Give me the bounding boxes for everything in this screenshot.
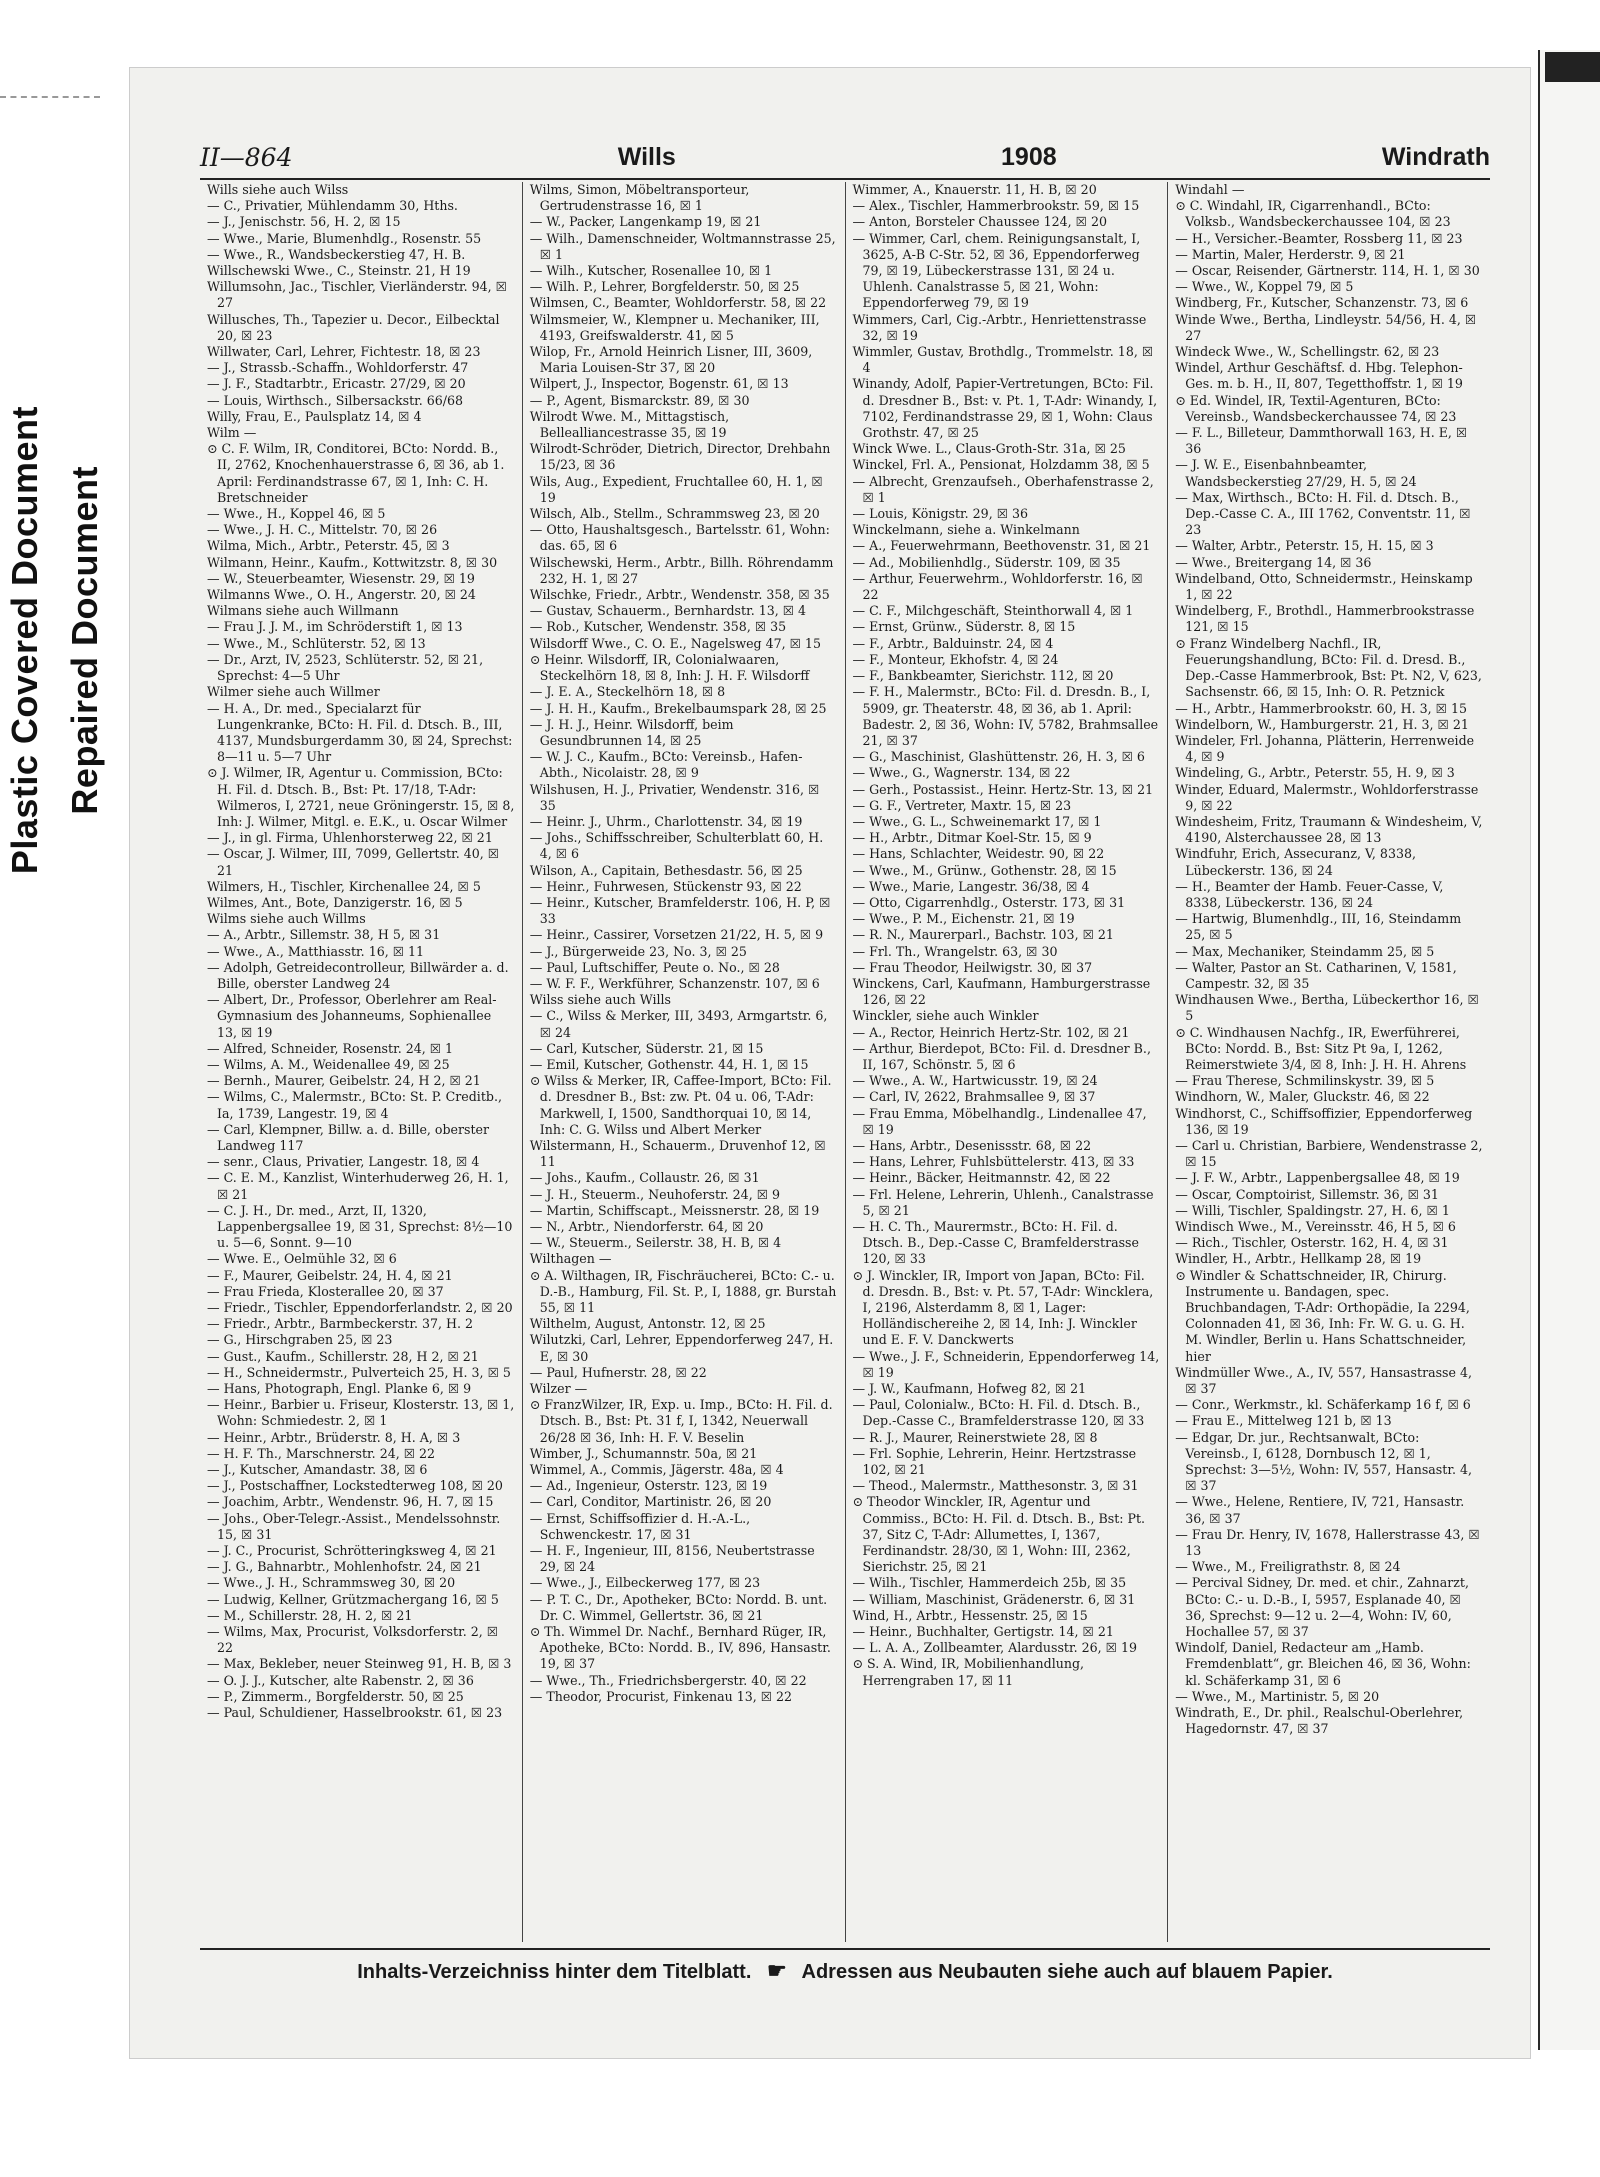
directory-entry: — Hans, Arbtr., Desenissstr. 68, ☒ 22 <box>852 1137 1092 1153</box>
directory-entry: — Carl, Conditor, Martinistr. 26, ☒ 20 <box>529 1494 772 1510</box>
directory-entry: — R. J., Maurer, Reinerstwiete 28, ☒ 8 <box>852 1429 1098 1445</box>
directory-entry: — J., Strassb.-Schaffn., Wohldorferstr. 47 <box>207 360 469 376</box>
directory-entry: — Wilms, Max, Procurist, Volksdorferstr. 2, ☒ 22 <box>207 1624 499 1656</box>
directory-entry: — Adolph, Getreidecontrolleur, Billwärder a. d. Bille, oberster Landweg 24 <box>207 959 509 991</box>
directory-entry: — J. H., Steuerm., Neuhoferstr. 24, ☒ 9 <box>529 1186 781 1202</box>
directory-entry: — Heinr., Fuhrwesen, Stückenstr 93, ☒ 22 <box>529 878 802 894</box>
directory-entry: — Heinr. J., Uhrm., Charlottenstr. 34, ☒ 19 <box>529 813 803 829</box>
directory-entry: Willusches, Th., Tapezier u. Decor., Eilbecktal 20, ☒ 23 <box>207 311 500 343</box>
directory-entry: Windhorst, C., Schiffsoffizier, Eppendorferweg 136, ☒ 19 <box>1175 1105 1473 1137</box>
directory-entry: — G., Maschinist, Glashüttenstr. 26, H. 3, ☒ 6 <box>852 749 1145 765</box>
directory-entry: — H. F., Ingenieur, III, 8156, Neubertstrasse 29, ☒ 24 <box>529 1543 815 1575</box>
directory-entry: Winck Wwe. L., Claus-Groth-Str. 31a, ☒ 25 <box>852 441 1126 457</box>
page-number: II—864 <box>200 143 293 172</box>
directory-entry: — Frau E., Mittelweg 121 b, ☒ 13 <box>1175 1413 1392 1429</box>
directory-entry: — Paul, Schuldiener, Hasselbrookstr. 61, ☒ 23 <box>207 1705 503 1721</box>
directory-entry: Wilop, Fr., Arnold Heinrich Lisner, III, 3609, Maria Louisen-Str 37, ☒ 20 <box>529 344 813 376</box>
directory-entry: — P., Zimmerm., Borgfelderstr. 50, ☒ 25 <box>207 1688 464 1704</box>
directory-entry: — J., Bürgerweide 23, No. 3, ☒ 25 <box>529 943 747 959</box>
directory-entry: — Paul, Colonialw., BCto: H. Fil. d. Dtsch. B., Dep.-Casse C., Bramfelderstrasse 120, ☒ 33 <box>852 1397 1145 1429</box>
directory-entry: Wimmler, Gustav, Brothdlg., Trommelstr. 18, ☒ 4 <box>852 344 1154 376</box>
directory-entry: — Conr., Werkmstr., kl. Schäferkamp 16 f, ☒ 6 <box>1175 1397 1471 1413</box>
directory-entry: — F., Arbtr., Balduinstr. 24, ☒ 4 <box>852 635 1054 651</box>
directory-entry: — F., Bankbeamter, Sierichstr. 112, ☒ 20 <box>852 668 1114 684</box>
directory-entry: ⊙ C. F. Wilm, IR, Conditorei, BCto: Nordd. B., II, 2762, Knochenhauerstrasse 6, ☒ 36, ab 1. April: Ferdinandstrasse 67, ☒ 1, Inh: C. H. Bretschneider <box>207 441 505 505</box>
directory-entry: ⊙ A. Wilthagen, IR, Fischräucherei, BCto: C.- u. D.-B., Hamburg, Fil. St. P., I, 1888, gr. Burstah 55, ☒ 11 <box>529 1267 837 1316</box>
directory-entry: Wimmer, A., Knauerstr. 11, H. B, ☒ 20 <box>852 182 1097 197</box>
directory-entry: — J. H. J., Heinr. Wilsdorff, beim Gesundbrunnen 14, ☒ 25 <box>529 716 734 748</box>
directory-entry: — Albert, Dr., Professor, Oberlehrer am Real-Gymnasium des Johanneums, Sophienallee 13, ☒ 19 <box>207 992 497 1040</box>
directory-entry: — Max, Wirthsch., BCto: H. Fil. d. Dtsch. B., Dep.-Casse C. A., III 1762, Conventstr. 11, ☒ 23 <box>1175 489 1471 538</box>
directory-entry: — Oscar, J. Wilmer, III, 7099, Gellertstr. 40, ☒ 21 <box>207 846 500 878</box>
directory-entry: — Willi, Tischler, Spaldingstr. 27, H. 6, ☒ 1 <box>1175 1202 1450 1218</box>
directory-entry: Windolf, Daniel, Redacteur am „Hamb. Fremdenblatt“, gr. Bleichen 46, ☒ 36, Wohn: kl. Schäferkamp 31, ☒ 6 <box>1175 1640 1471 1688</box>
directory-entry: — Louis, Wirthsch., Silbersackstr. 66/68 <box>207 392 464 408</box>
directory-entry: — H. C. Th., Maurermstr., BCto: H. Fil. d. Dtsch. B., Dep.-Casse C, Bramfelderstrasse 120, ☒ 33 <box>852 1219 1139 1267</box>
directory-entry: — J., Postschaffner, Lockstedterweg 108, ☒ 20 <box>207 1478 503 1494</box>
directory-entry: Wilshusen, H. J., Privatier, Wendenstr. 316, ☒ 35 <box>529 781 820 813</box>
directory-entry: Wills siehe auch Wilss <box>207 182 349 197</box>
directory-entry: — F. L., Billeteur, Dammthorwall 163, H. E, ☒ 36 <box>1175 425 1468 457</box>
directory-entry: — Bernh., Maurer, Geibelstr. 24, H 2, ☒ 21 <box>207 1073 481 1089</box>
directory-entry: Windmüller Wwe., A., IV, 557, Hansastrasse 4, ☒ 37 <box>1175 1364 1472 1397</box>
directory-entry: — F., Maurer, Geibelstr. 24, H. 4, ☒ 21 <box>207 1267 453 1283</box>
header-year: 1908 <box>1001 143 1057 171</box>
directory-entry: — Alex., Tischler, Hammerbrookstr. 59, ☒ 15 <box>852 198 1140 214</box>
directory-entry: Windfuhr, Erich, Assecuranz, V, 8338, Lübeckerstr. 136, ☒ 24 <box>1175 846 1416 878</box>
directory-entry: Wilm — <box>207 425 257 441</box>
directory-entry: Wilsdorff Wwe., C. O. E., Nagelsweg 47, ☒ 15 <box>529 635 821 651</box>
directory-entry: Wimmel, A., Commis, Jägerstr. 48a, ☒ 4 <box>529 1462 784 1478</box>
side-label-plastic: Plastic Covered Document <box>4 405 45 875</box>
directory-entry: — Heinr., Barbier u. Friseur, Klosterstr. 13, ☒ 1, Wohn: Schmiedestr. 2, ☒ 1 <box>207 1397 515 1429</box>
directory-entry: — Wilh., Kutscher, Rosenallee 10, ☒ 1 <box>529 263 773 279</box>
directory-entry: — Gust., Kaufm., Schillerstr. 28, H 2, ☒ 21 <box>207 1348 479 1364</box>
directory-entry: Windel, Arthur Geschäftsf. d. Hbg. Telephon-Ges. m. b. H., II, 807, Tegetthoffstr. 1, ☒ 19 <box>1175 360 1463 392</box>
directory-columns <box>200 182 1490 1942</box>
directory-entry: Wilstermann, H., Schauerm., Druvenhof 12, ☒ 11 <box>529 1137 826 1170</box>
footer-right-text: Adressen aus Neubauten siehe auch auf blauem Papier. <box>801 1961 1333 1983</box>
directory-entry: Windhausen Wwe., Bertha, Lübeckerthor 16, ☒ 5 <box>1175 992 1479 1024</box>
directory-entry: — W. J. C., Kaufm., BCto: Vereinsb., Hafen-Abth., Nicolaistr. 28, ☒ 9 <box>529 749 803 781</box>
directory-entry: — William, Maschinist, Grädenerstr. 6, ☒ 31 <box>852 1591 1136 1607</box>
directory-entry: — W., Packer, Langenkamp 19, ☒ 21 <box>529 214 762 230</box>
directory-entry: — A., Rector, Heinrich Hertz-Str. 102, ☒ 21 <box>852 1024 1130 1040</box>
side-labels <box>0 120 110 1160</box>
directory-entry: — Ad., Mobilienhdlg., Süderstr. 109, ☒ 35 <box>852 554 1121 570</box>
directory-entry: — Rob., Kutscher, Wendenstr. 358, ☒ 35 <box>529 619 787 635</box>
directory-entry: Windisch Wwe., M., Vereinsstr. 46, H 5, ☒ 6 <box>1175 1219 1456 1234</box>
directory-entry: ⊙ Theodor Winckler, IR, Agentur und Commiss., BCto: H. Fil. d. Dtsch. B., Bst: Pt. 37, Sitz C, T-Adr: Allumettes, I, 1367, Ferdinandstr. 28/30, ☒ 1, Wohn: III, 2362, Sierichstr. 25, ☒ 21 <box>852 1494 1146 1575</box>
directory-entry: — Gustav, Schauerm., Bernhardstr. 13, ☒ 4 <box>529 603 807 619</box>
directory-entry: — Carl u. Christian, Barbiere, Wendenstrasse 2, ☒ 15 <box>1175 1137 1483 1170</box>
next-page-edge <box>1538 50 1600 2050</box>
directory-entry: Windelband, Otto, Schneidermstr., Heinskamp 1, ☒ 22 <box>1175 570 1473 603</box>
directory-entry: ⊙ Heinr. Wilsdorff, IR, Colonialwaaren, Steckelhörn 18, ☒ 8, Inh: J. H. F. Wilsdorff <box>529 651 810 684</box>
directory-entry: — Heinr., Buchhalter, Gertigstr. 14, ☒ 21 <box>852 1624 1114 1640</box>
directory-entry: Wilschke, Friedr., Arbtr., Wendenstr. 358, ☒ 35 <box>529 587 830 603</box>
directory-entry: ⊙ C. Windahl, IR, Cigarrenhandl., BCto: Volksb., Wandsbeckerchaussee 104, ☒ 23 <box>1175 198 1451 230</box>
directory-entry: — Wwe., G., Wagnerstr. 134, ☒ 22 <box>852 765 1071 781</box>
directory-entry: Wilmes, Ant., Bote, Danzigerstr. 16, ☒ 5 <box>207 894 463 910</box>
directory-entry: — C. F., Milchgeschäft, Steinthorwall 4, ☒ 1 <box>852 603 1134 619</box>
directory-entry: Windahl — <box>1175 182 1245 197</box>
directory-entry: — Wwe., G. L., Schweinemarkt 17, ☒ 1 <box>852 813 1102 829</box>
directory-entry: — Wwe., R., Wandsbeckerstieg 47, H. B. <box>207 246 466 262</box>
directory-entry: — Wwe., J. H. C., Mittelstr. 70, ☒ 26 <box>207 522 438 538</box>
directory-entry: — Oscar, Reisender, Gärtnerstr. 114, H. 1, ☒ 30 <box>1175 263 1480 279</box>
directory-entry: — Louis, Königstr. 29, ☒ 36 <box>852 506 1029 522</box>
directory-entry: ⊙ J. Wilmer, IR, Agentur u. Commission, BCto: H. Fil. d. Dtsch. B., Bst: Pt. 17/18, T-Adr: Wilmeros, I, 2721, neue Gröningerstr. 15, ☒ 8, Inh: J. Wilmer, Mitgl. e. E.K., u. Oscar Wilmer <box>207 765 515 829</box>
directory-entry: — Frau Frieda, Klosterallee 20, ☒ 37 <box>207 1283 444 1299</box>
directory-entry: — Frau Emma, Möbelhandlg., Lindenallee 47, ☒ 19 <box>852 1105 1147 1137</box>
directory-entry: — Theod., Malermstr., Matthesonstr. 3, ☒ 31 <box>852 1478 1139 1494</box>
directory-entry: — Wwe., Helene, Rentiere, IV, 721, Hansastr. 36, ☒ 37 <box>1175 1494 1465 1526</box>
directory-entry: — Frau Therese, Schmilinskystr. 39, ☒ 5 <box>1175 1073 1435 1089</box>
directory-entry: — R. N., Maurerparl., Bachstr. 103, ☒ 21 <box>852 927 1114 943</box>
directory-entry: — Hartwig, Blumenhdlg., III, 16, Steindamm 25, ☒ 5 <box>1175 911 1462 943</box>
directory-entry: — J., Jenischstr. 56, H. 2, ☒ 15 <box>207 214 401 230</box>
directory-entry: — H. A., Dr. med., Specialarzt für Lungenkranke, BCto: H. Fil. d. Dtsch. B., III, 4137, Mundsburgerdamm 30, ☒ 24, Sprechst: 8—11 u. 5—7 Uhr <box>207 700 513 765</box>
scanned-page <box>130 68 1530 2058</box>
directory-entry: — Carl, Kutscher, Süderstr. 21, ☒ 15 <box>529 1040 764 1056</box>
directory-entry: — Frl. Sophie, Lehrerin, Heinr. Hertzstrasse 102, ☒ 21 <box>852 1445 1137 1478</box>
directory-entry: Wils, Aug., Expedient, Fruchtallee 60, H. 1, ☒ 19 <box>529 473 823 505</box>
directory-entry: — Wwe., J., Eilbeckerweg 177, ☒ 23 <box>529 1575 761 1591</box>
directory-entry: Willschewski Wwe., C., Steinstr. 21, H 19 <box>207 263 471 279</box>
directory-entry: — H., Schneidermstr., Pulverteich 25, H. 3, ☒ 5 <box>207 1364 511 1380</box>
directory-entry: Wilrodt Wwe. M., Mittagstisch, Bellealliancestrasse 35, ☒ 19 <box>529 408 730 441</box>
directory-entry: — Albrecht, Grenzaufseh., Oberhafenstrasse 2, ☒ 1 <box>852 473 1154 505</box>
directory-entry: — Carl, Klempner, Billw. a. d. Bille, oberster Landweg 117 <box>207 1121 490 1153</box>
directory-entry: Wimber, J., Schumannstr. 50a, ☒ 21 <box>529 1445 758 1461</box>
directory-entry: — P. T. C., Dr., Apotheker, BCto: Nordd. B. unt. Dr. C. Wimmel, Gellertstr. 36, ☒ 21 <box>529 1591 828 1623</box>
directory-entry: — W., Steuerbeamter, Wiesenstr. 29, ☒ 19 <box>207 570 475 586</box>
directory-entry: — Wwe., Th., Friedrichsbergerstr. 40, ☒ 22 <box>529 1672 807 1688</box>
directory-entry: Windesheim, Fritz, Traumann & Windesheim, V, 4190, Alsterchaussee 28, ☒ 13 <box>1175 813 1483 846</box>
directory-entry: Willy, Frau, E., Paulsplatz 14, ☒ 4 <box>207 408 422 424</box>
directory-entry: Winckler, siehe auch Winkler <box>852 1008 1039 1024</box>
directory-entry: — J. G., Bahnarbtr., Mohlenhofstr. 24, ☒ 21 <box>207 1559 482 1575</box>
directory-entry: ⊙ Th. Wimmel Dr. Nachf., Bernhard Rüger, IR, Apotheke, BCto: Nordd. B., IV, 896, Hansastr. 19, ☒ 37 <box>529 1624 831 1672</box>
directory-entry: — Martin, Maler, Herderstr. 9, ☒ 21 <box>1175 246 1406 262</box>
directory-entry: — N., Arbtr., Niendorferstr. 64, ☒ 20 <box>529 1219 764 1234</box>
directory-entry: — Heinr., Arbtr., Brüderstr. 8, H. A, ☒ 3 <box>207 1429 461 1445</box>
header-right-word: Windrath <box>1381 143 1490 171</box>
directory-entry: — L. A. A., Zollbeamter, Alardusstr. 26, ☒ 19 <box>852 1640 1137 1656</box>
directory-entry: — Wwe., M., Schlüterstr. 52, ☒ 13 <box>207 635 426 651</box>
directory-entry: — Wimmer, Carl, chem. Reinigungsanstalt, I, 3625, A-B C-Str. 52, ☒ 36, Eppendorferweg 79, ☒ 19, Lübeckerstrasse 131, ☒ 24 u. Uhlenh. Canalstrasse 5, ☒ 21, Wohn: Eppendorferweg 79, ☒ 19 <box>852 230 1141 311</box>
directory-entry: — Wwe., J. H., Schrammsweg 30, ☒ 20 <box>207 1575 456 1591</box>
directory-entry: Willwater, Carl, Lehrer, Fichtestr. 18, ☒ 23 <box>207 344 481 360</box>
directory-entry: — Johs., Ober-Telegr.-Assist., Mendelssohnstr. 15, ☒ 31 <box>207 1510 501 1542</box>
directory-entry: — Wwe., M., Freiligrathstr. 8, ☒ 24 <box>1175 1559 1401 1575</box>
directory-entry: — Carl, IV, 2622, Brahmsallee 9, ☒ 37 <box>852 1089 1096 1105</box>
directory-entry: — Wilh., Tischler, Hammerdeich 25b, ☒ 35 <box>852 1575 1127 1591</box>
directory-entry: — F. H., Malermstr., BCto: Fil. d. Dresdn. B., I, 5909, gr. Theaterstr. 48, ☒ 36, ab 1. April: Badestr. 2, ☒ 36, Wohn: IV, 5782, Brahmsallee 21, ☒ 37 <box>852 684 1159 748</box>
directory-entry: — F., Monteur, Ekhofstr. 4, ☒ 24 <box>852 651 1059 667</box>
directory-entry: — Wwe., M., Martinistr. 5, ☒ 20 <box>1175 1688 1380 1704</box>
directory-entry: — H., Arbtr., Hammerbrookstr. 60, H. 3, ☒ 15 <box>1175 700 1467 716</box>
directory-entry: — J., Kutscher, Amandastr. 38, ☒ 6 <box>207 1462 428 1478</box>
directory-entry: — O. J. J., Kutscher, alte Rabenstr. 2, ☒ 36 <box>207 1672 474 1688</box>
directory-entry: — C., Wilss & Merker, III, 3493, Armgartstr. 6, ☒ 24 <box>529 1008 828 1040</box>
directory-entry: Winandy, Adolf, Papier-Vertretungen, BCto: Fil. d. Dresdner B., Bst: v. Pt. 1, T-Adr: Winandy, I, 7102, Ferdinandstrasse 29, ☒ 1, Wohn: Claus Grothstr. 47, ☒ 25 <box>852 376 1158 441</box>
directory-entry: — Paul, Luftschiffer, Peute o. No., ☒ 28 <box>529 959 780 975</box>
directory-entry: — Wwe., P. M., Eichenstr. 21, ☒ 19 <box>852 911 1075 927</box>
directory-entry: — Wwe. E., Oelmühle 32, ☒ 6 <box>207 1251 397 1267</box>
directory-entry: — Walter, Arbtr., Peterstr. 15, H. 15, ☒ 3 <box>1175 538 1434 554</box>
directory-entry: ⊙ J. Winckler, IR, Import von Japan, BCto: Fil. d. Dresdn. B., Bst: v. Pt. 57, T-Adr: Wincklera, I, 2196, Alsterdamm 8, ☒ 1, Lager: Holländischereihe 2, ☒ 14, Inh: J. Winckler und E. F. V. Danckwerts <box>852 1267 1154 1348</box>
pointing-hand-icon: ☛ <box>766 1958 787 1983</box>
directory-entry: — J. F., Stadtarbtr., Ericastr. 27/29, ☒ 20 <box>207 376 466 392</box>
directory-entry: — H., Beamter der Hamb. Feuer-Casse, V, 8338, Lübeckerstr. 136, ☒ 24 <box>1175 878 1444 910</box>
directory-entry: — Wwe., J. F., Schneiderin, Eppendorferweg 14, ☒ 19 <box>852 1348 1160 1380</box>
directory-entry: — Frau Theodor, Heilwigstr. 30, ☒ 37 <box>852 959 1093 975</box>
directory-entry: Windelberg, F., Brothdl., Hammerbrookstrasse 121, ☒ 15 <box>1175 603 1475 635</box>
directory-entry: Wilthelm, August, Antonstr. 12, ☒ 25 <box>529 1316 766 1332</box>
directory-entry: — Edgar, Dr. jur., Rechtsanwalt, BCto: Vereinsb., I, 6128, Dornbusch 12, ☒ 1, Sprechst: 3—5½, Wohn: IV, 557, Hansastr. 4, ☒ 37 <box>1175 1429 1472 1494</box>
directory-entry: — Gerh., Postassist., Heinr. Hertz-Str. 13, ☒ 21 <box>852 781 1154 797</box>
directory-entry: Wilschewski, Herm., Arbtr., Billh. Röhrendamm 232, H. 1, ☒ 27 <box>529 554 834 586</box>
directory-entry: Wilss siehe auch Wills <box>529 992 672 1008</box>
directory-entry: Winder, Eduard, Malermstr., Wohldorferstrasse 9, ☒ 22 <box>1175 781 1479 813</box>
directory-entry: — Friedr., Tischler, Eppendorferlandstr. 2, ☒ 20 <box>207 1300 513 1316</box>
directory-entry: — Paul, Hufnerstr. 28, ☒ 22 <box>529 1364 707 1380</box>
directory-entry: — Wwe., Marie, Blumenhdlg., Rosenstr. 55 <box>207 230 482 246</box>
directory-entry: Wilmers, H., Tischler, Kirchenallee 24, ☒ 5 <box>207 878 481 894</box>
directory-entry: — J. W., Kaufmann, Hofweg 82, ☒ 21 <box>852 1381 1087 1397</box>
directory-entry: Winckens, Carl, Kaufmann, Hamburgerstrasse 126, ☒ 22 <box>852 975 1151 1008</box>
directory-entry: — Wilms, A. M., Weidenallee 49, ☒ 25 <box>207 1056 450 1072</box>
directory-entry: — Anton, Borsteler Chaussee 124, ☒ 20 <box>852 214 1107 230</box>
directory-entry: — Wwe., Marie, Langestr. 36/38, ☒ 4 <box>852 878 1090 894</box>
directory-entry: Wilsch, Alb., Stellm., Schrammsweg 23, ☒ 20 <box>529 506 820 522</box>
directory-entry: — Hans, Photograph, Engl. Planke 6, ☒ 9 <box>207 1381 472 1397</box>
directory-entry: — Wwe., A. W., Hartwicusstr. 19, ☒ 24 <box>852 1073 1098 1089</box>
directory-entry: — G., Hirschgraben 25, ☒ 23 <box>207 1332 393 1348</box>
directory-entry: — Otto, Cigarrenhdlg., Osterstr. 173, ☒ 31 <box>852 894 1126 910</box>
directory-entry: — Wwe., A., Matthiasstr. 16, ☒ 11 <box>207 943 425 959</box>
directory-entry: Wilmanns Wwe., O. H., Angerstr. 20, ☒ 24 <box>207 587 476 603</box>
directory-entry: — W., Steuerm., Seilerstr. 38, H. B, ☒ 4 <box>529 1235 782 1251</box>
directory-entry: — C. E. M., Kanzlist, Winterhuderweg 26, H. 1, ☒ 21 <box>207 1170 509 1202</box>
directory-entry: — Joachim, Arbtr., Wendenstr. 96, H. 7, ☒ 15 <box>207 1494 494 1510</box>
directory-entry: — Wwe., W., Koppel 79, ☒ 5 <box>1175 279 1354 295</box>
directory-column-4 <box>1168 182 1490 1942</box>
directory-entry: — J. F. W., Arbtr., Lappenbergsallee 48, ☒ 19 <box>1175 1170 1460 1186</box>
directory-entry: — C. J. H., Dr. med., Arzt, II, 1320, Lappenbergsallee 19, ☒ 31, Sprechst: 8½—10 u. 5—6, Sonnt. 9—10 <box>207 1202 513 1251</box>
directory-entry: — Martin, Schiffscapt., Meissnerstr. 28, ☒ 19 <box>529 1202 820 1218</box>
directory-entry: — J. E. A., Steckelhörn 18, ☒ 8 <box>529 684 726 700</box>
directory-entry: — Wilms, C., Malermstr., BCto: St. P. Creditb., Ia, 1739, Langestr. 19, ☒ 4 <box>207 1089 502 1121</box>
directory-entry: — Theodor, Procurist, Finkenau 13, ☒ 22 <box>529 1688 793 1704</box>
directory-entry: — Ad., Ingenieur, Osterstr. 123, ☒ 19 <box>529 1478 768 1494</box>
directory-entry: Wilson, A., Capitain, Bethesdastr. 56, ☒ 25 <box>529 862 803 878</box>
directory-entry: Windler, H., Arbtr., Hellkamp 28, ☒ 19 <box>1175 1251 1422 1267</box>
directory-entry: Winde Wwe., Bertha, Lindleystr. 54/56, H. 4, ☒ 27 <box>1175 311 1477 343</box>
directory-entry: ⊙ S. A. Wind, IR, Mobilienhandlung, Herrengraben 17, ☒ 11 <box>852 1656 1085 1688</box>
directory-entry: — Frl. Helene, Lehrerin, Uhlenh., Canalstrasse 5, ☒ 21 <box>852 1186 1154 1218</box>
directory-entry: — Heinr., Cassirer, Vorsetzen 21/22, H. 5, ☒ 9 <box>529 927 824 943</box>
directory-entry: — Friedr., Arbtr., Barmbeckerstr. 37, H. 2 <box>207 1316 474 1332</box>
directory-entry: — Wilh. P., Lehrer, Borgfelderstr. 50, ☒ 25 <box>529 279 800 295</box>
directory-entry: — Otto, Haushaltsgesch., Bartelsstr. 61, Wohn: das. 65, ☒ 6 <box>529 522 830 554</box>
directory-entry: — C., Privatier, Mühlendamm 30, Hths. <box>207 198 458 214</box>
directory-entry: Windeck Wwe., W., Schellingstr. 62, ☒ 23 <box>1175 344 1440 360</box>
directory-entry: — Max, Bekleber, neuer Steinweg 91, H. B, ☒ 3 <box>207 1656 512 1672</box>
directory-entry: — Max, Mechaniker, Steindamm 25, ☒ 5 <box>1175 943 1435 959</box>
directory-entry: ⊙ C. Windhausen Nachfg., IR, Ewerführerei, BCto: Nordd. B., Bst: Sitz Pt 9a, I, 1262, Reimerstwiete 3/4, ☒ 8, Inh: J. H. H. Ahrens <box>1175 1024 1467 1072</box>
directory-entry: — Heinr., Bäcker, Heitmannstr. 42, ☒ 22 <box>852 1170 1111 1186</box>
directory-entry: — senr., Claus, Privatier, Langestr. 18, ☒ 4 <box>207 1154 480 1170</box>
directory-entry: — Wwe., Breitergang 14, ☒ 36 <box>1175 554 1372 570</box>
directory-entry: — J. W. E., Eisenbahnbeamter, Wandsbeckerstieg 27/29, H. 5, ☒ 24 <box>1175 457 1417 489</box>
directory-entry: — Percival Sidney, Dr. med. et chir., Zahnarzt, BCto: C.- u. D.-B., I, 5957, Esplanade 40, ☒ 36, Sprechst: 9—12 u. 2—4, Wohn: IV, 60, Hochallee 57, ☒ 37 <box>1175 1575 1469 1640</box>
directory-entry: — W. F. F., Werkführer, Schanzenstr. 107, ☒ 6 <box>529 975 820 991</box>
directory-entry: Wilmer siehe auch Willmer <box>207 684 380 700</box>
directory-entry: Windberg, Fr., Kutscher, Schanzenstr. 73, ☒ 6 <box>1175 295 1469 311</box>
directory-entry: Wind, H., Arbtr., Hessenstr. 25, ☒ 15 <box>852 1607 1088 1623</box>
directory-column-3 <box>846 182 1169 1942</box>
directory-entry: Winckelmann, siehe a. Winkelmann <box>852 522 1080 538</box>
directory-entry: Wilmans siehe auch Willmann <box>207 603 399 619</box>
directory-entry: — Wwe., H., Koppel 46, ☒ 5 <box>207 506 386 522</box>
directory-entry: Wilms siehe auch Willms <box>207 911 366 927</box>
directory-entry: Wilrodt-Schröder, Dietrich, Director, Drehbahn 15/23, ☒ 36 <box>529 441 831 473</box>
directory-entry: Wilmsen, C., Beamter, Wohldorferstr. 58, ☒ 22 <box>529 295 827 311</box>
directory-entry: — J. C., Procurist, Schrötteringksweg 4, ☒ 21 <box>207 1543 497 1559</box>
directory-entry: ⊙ Windler & Schattschneider, IR, Chirurg. Instrumente u. Bandagen, spec. Bruchbandagen, T-Adr: Orthopädie, Ia 2294, Colonnaden 41, ☒ 36, Inh: Fr. W. G. u. G. H. M. Windler, Berlin u. Hans Schattschneider, hier <box>1175 1267 1470 1364</box>
directory-entry: Windhorn, W., Maler, Gluckstr. 46, ☒ 22 <box>1175 1089 1430 1105</box>
directory-entry: — Hans, Schlachter, Weidestr. 90, ☒ 22 <box>852 846 1105 862</box>
directory-entry: Windeling, G., Arbtr., Peterstr. 55, H. 9, ☒ 3 <box>1175 765 1455 781</box>
directory-column-1 <box>200 182 523 1942</box>
directory-entry: ⊙ FranzWilzer, IR, Exp. u. Imp., BCto: H. Fil. d. Dtsch. B., Bst: Pt. 31 f, I, 1342, Neuerwall 26/28 ☒ 36, Inh: H. F. V. Beselin <box>529 1397 833 1445</box>
directory-entry: — Arthur, Feuerwehrm., Wohldorferstr. 16, ☒ 22 <box>852 570 1143 603</box>
directory-entry: — H., Versicher.-Beamter, Rossberg 11, ☒ 23 <box>1175 230 1463 246</box>
directory-entry: Windrath, E., Dr. phil., Realschul-Oberlehrer, Hagedornstr. 47, ☒ 37 <box>1175 1705 1464 1737</box>
directory-entry: — Frau J. J. M., im Schröderstift 1, ☒ 13 <box>207 619 463 635</box>
directory-entry: — Ernst, Grünw., Süderstr. 8, ☒ 15 <box>852 619 1076 635</box>
directory-entry: Wilthagen — <box>529 1251 612 1267</box>
directory-entry: — Hans, Lehrer, Fuhlsbüttelerstr. 413, ☒ 33 <box>852 1154 1135 1170</box>
directory-entry: Windeler, Frl. Johanna, Plätterin, Herrenweide 4, ☒ 9 <box>1175 732 1475 765</box>
directory-entry: Wimmers, Carl, Cig.-Arbtr., Henriettenstrasse 32, ☒ 19 <box>852 311 1147 343</box>
directory-entry: — Arthur, Bierdepot, BCto: Fil. d. Dresdner B., II, 167, Schönstr. 5, ☒ 6 <box>852 1040 1151 1072</box>
page-edge-shadow <box>1545 52 1600 82</box>
directory-entry: Windelborn, W., Hamburgerstr. 21, H. 3, ☒ 21 <box>1175 716 1469 732</box>
directory-entry: Winckel, Frl. A., Pensionat, Holzdamm 38, ☒ 5 <box>852 457 1150 473</box>
directory-entry: — Oscar, Comptoirist, Sillemstr. 36, ☒ 31 <box>1175 1186 1439 1202</box>
directory-entry: — Heinr., Kutscher, Bramfelderstr. 106, H. P, ☒ 33 <box>529 894 831 927</box>
directory-entry: — H. F. Th., Marschnerstr. 24, ☒ 22 <box>207 1445 436 1461</box>
directory-entry: — J. H. H., Kaufm., Brekelbaumspark 28, ☒ 25 <box>529 700 827 716</box>
directory-entry: Wilutzki, Carl, Lehrer, Eppendorferweg 247, H. E, ☒ 30 <box>529 1332 834 1364</box>
directory-entry: — Frl. Th., Wrangelstr. 63, ☒ 30 <box>852 943 1058 959</box>
directory-entry: — Ludwig, Kellner, Grützmachergang 16, ☒ 5 <box>207 1591 499 1607</box>
directory-entry: — Dr., Arzt, IV, 2523, Schlüterstr. 52, ☒ 21, Sprechst: 4—5 Uhr <box>207 651 484 684</box>
directory-entry: — H., Arbtr., Ditmar Koel-Str. 15, ☒ 9 <box>852 830 1092 846</box>
directory-entry: — A., Feuerwehrmann, Beethovenstr. 31, ☒ 21 <box>852 538 1151 554</box>
directory-entry: — Ernst, Schiffsoffizier d. H.-A.-L., Schwenckestr. 17, ☒ 31 <box>529 1510 751 1542</box>
directory-entry: — Johs., Schiffsschreiber, Schulterblatt 60, H. 4, ☒ 6 <box>529 830 824 862</box>
cut-line <box>0 96 100 98</box>
directory-entry: Wilma, Mich., Arbtr., Peterstr. 45, ☒ 3 <box>207 538 450 554</box>
page-footer <box>200 1948 1490 1984</box>
directory-entry: Wilzer — <box>529 1381 588 1397</box>
directory-entry: Wilmann, Heinr., Kaufm., Kottwitzstr. 8, ☒ 30 <box>207 554 498 570</box>
directory-entry: — J., in gl. Firma, Uhlenhorsterweg 22, ☒ 21 <box>207 830 493 846</box>
directory-entry: — Walter, Pastor an St. Catharinen, V, 1581, Campestr. 32, ☒ 35 <box>1175 959 1457 991</box>
directory-entry: — Wwe., M., Grünw., Gothenstr. 28, ☒ 15 <box>852 862 1117 878</box>
directory-entry: — Frau Dr. Henry, IV, 1678, Hallerstrasse 43, ☒ 13 <box>1175 1526 1480 1559</box>
directory-entry: — Alfred, Schneider, Rosenstr. 24, ☒ 1 <box>207 1040 454 1056</box>
directory-entry: — Rich., Tischler, Osterstr. 162, H. 4, ☒ 31 <box>1175 1235 1449 1251</box>
directory-entry: — Wilh., Damenschneider, Woltmannstrasse 25, ☒ 1 <box>529 230 836 262</box>
directory-entry: — G. F., Vertreter, Maxtr. 15, ☒ 23 <box>852 797 1072 813</box>
directory-entry: Wilmsmeier, W., Klempner u. Mechaniker, III, 4193, Greifswalderstr. 41, ☒ 5 <box>529 311 820 343</box>
directory-entry: Wilpert, J., Inspector, Bogenstr. 61, ☒ 13 <box>529 376 789 392</box>
page-header <box>200 122 1490 180</box>
directory-entry: Willumsohn, Jac., Tischler, Vierländerstr. 94, ☒ 27 <box>207 279 507 311</box>
directory-entry: — P., Agent, Bismarckstr. 89, ☒ 30 <box>529 392 750 408</box>
directory-entry: ⊙ Ed. Windel, IR, Textil-Agenturen, BCto: Vereinsb., Wandsbeckerchaussee 74, ☒ 23 <box>1175 392 1457 424</box>
directory-entry: ⊙ Franz Windelberg Nachfl., IR, Feuerungshandlung, BCto: Fil. d. Dresd. B., Dep.-Casse Hammerbrook, Bst: Pt. N2, V, 623, Sachsenstr. 66, ☒ 15, Inh: O. R. Petznick <box>1175 635 1482 700</box>
directory-entry: — M., Schillerstr. 28, H. 2, ☒ 21 <box>207 1607 413 1623</box>
directory-column-2 <box>523 182 846 1942</box>
header-left-word: Wills <box>617 143 676 171</box>
footer-left-text: Inhalts-Verzeichniss hinter dem Titelblatt. <box>357 1961 752 1983</box>
directory-entry: Wilms, Simon, Möbeltransporteur, Gertrudenstrasse 16, ☒ 1 <box>529 182 750 214</box>
directory-entry: ⊙ Wilss & Merker, IR, Caffee-Import, BCto: Fil. d. Dresdner B., Bst: zw. Pt. 04 u. 06, T-Adr: Markwell, I, 1500, Sandthorquai 10, ☒ 14, Inh: C. G. Wilss und Albert Merker <box>529 1073 832 1137</box>
directory-entry: — Johs., Kaufm., Collaustr. 26, ☒ 31 <box>529 1170 760 1186</box>
directory-entry: — Emil, Kutscher, Gothenstr. 44, H. 1, ☒ 15 <box>529 1056 809 1072</box>
directory-entry: — A., Arbtr., Sillemstr. 38, H 5, ☒ 31 <box>207 927 441 943</box>
side-label-repaired: Repaired Document <box>64 465 105 815</box>
